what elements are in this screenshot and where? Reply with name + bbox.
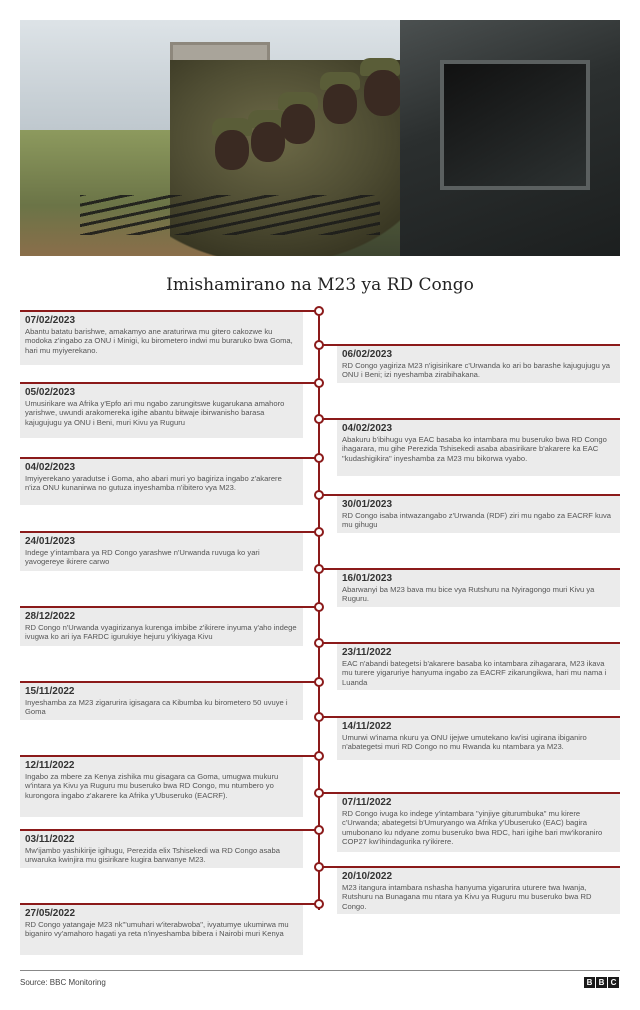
timeline-dot [314,340,324,350]
page-title: Imishamirano na M23 ya RD Congo [166,275,474,295]
event-description: Umusirikare wa Afrika y'Epfo ari mu ngabo zarungitswe kugarukana amahoro yarishwe, uwundi arakomereka igihe abantu bitwaje ibirwanisho barasa kajugujugu ya ONU i Beni, muri Kivu ya Ruguru [25,399,285,427]
event-date: 15/11/2022 [25,686,75,697]
event-description: RD Congo yatangaje M23 nk'"umuhari w'iterabwoba", ivyatumye ukumirwa mu biganiro vy'amahoro hagati ya reta n'inyeshamba bibera i Nairobi muri Kenya [25,920,289,939]
timeline-dot [314,378,324,388]
timeline-dot [314,527,324,537]
timeline-dot [314,564,324,574]
timeline-dot [314,788,324,798]
event-description: RD Congo yagiriza M23 n'igisirikare c'Urwanda ko ari bo barashe kajugujugu ya ONU i Beni; izi nyeshamba zirabihakana. [342,361,610,380]
timeline-event [337,716,620,760]
timeline-event [20,903,303,955]
event-date: 04/02/2023 [25,462,76,473]
hero-photo [20,20,620,256]
event-description: RD Congo n'Urwanda vyagirizanya kurenga imbibe z'ikirere inyuma y'aho indege ivugwa ko ari iya FARDC igurukiye hejuru y'ikiyaga Kivu [25,623,297,642]
timeline-event [20,755,303,817]
timeline-event [337,866,620,914]
event-description: RD Congo ivuga ko indege y'intambara "yinjiye giturumbuka" mu kirere c'Urwanda; abategetsi b'Umuryango wa Afrika y'Ubuseruko (EAC) bagira umubonano ku ndyane zomu buseruko bwa RDC, hari igihe bari mw'ikoraniro COP27 kw'ihindagurika ry'ikirere. [342,809,603,847]
timeline-event [20,606,303,646]
event-date: 20/10/2022 [342,871,393,882]
event-date: 06/02/2023 [342,349,393,360]
event-description: Imyiyerekano yaradutse i Goma, aho abari muri yo bagiriza ingabo z'akarere n'iza ONU kunanirwa no gutuza inyeshamba n'ibitero vya M23. [25,474,282,493]
event-date: 04/02/2023 [342,423,393,434]
event-date: 07/11/2022 [342,797,392,808]
footer-divider [20,970,620,971]
event-date: 30/01/2023 [342,499,393,510]
event-date: 23/11/2022 [342,647,392,658]
timeline-dot [314,414,324,424]
timeline-event [337,418,620,476]
source-credit: Source: BBC Monitoring [20,978,106,987]
event-date: 12/11/2022 [25,760,75,771]
timeline-event [337,792,620,852]
timeline-event [20,457,303,505]
timeline-event [20,681,303,720]
timeline-dot [314,751,324,761]
event-date: 27/05/2022 [25,908,76,919]
event-description: Mw'ijambo yashikirije igihugu, Perezida elix Tshisekedi wa RD Congo asaba urwaruka kwinjira mu gisirikare kugira barwanye M23. [25,846,280,865]
timeline-dot [314,862,324,872]
timeline-dot [314,712,324,722]
bbc-logo: B B C [584,977,619,988]
timeline-event [337,568,620,607]
event-date: 05/02/2023 [25,387,76,398]
event-date: 16/01/2023 [342,573,393,584]
event-description: Abakuru b'ibihugu vya EAC basaba ko intambara mu buseruko bwa RD Congo ihagarara, mu gihe Perezida Tshisekedi asaba abasirikare b'akarere ka EAC "kudashigikira" inyeshamba za M23 mu bikorwa vyabo. [342,435,607,463]
timeline-dot [314,825,324,835]
timeline-dot [314,899,324,909]
timeline-event [337,642,620,690]
timeline-event [20,382,303,438]
event-date: 07/02/2023 [25,315,76,326]
event-description: M23 itangura intambara nshasha hanyuma yigarurira uturere twa Iwanja, Rutshuru na Bunagana mu ntara ya Kivu ya Ruguru mu buseruko bwa RD Congo. [342,883,592,911]
timeline-event [337,344,620,383]
timeline-event [337,494,620,533]
timeline-event [20,829,303,868]
event-description: RD Congo isaba intwazangabo z'Urwanda (RDF) ziri mu ngabo za EACRF kuva mu gihugu [342,511,612,530]
event-description: EAC n'abandi bategetsi b'akarere basaba ko intambara zihagarara, M23 ikava mu turere yigaruriye hanyuma ingabo za EACRF zikarungikwa, hari mu nama i Luanda [342,659,607,687]
event-description: Ingabo za mbere za Kenya zishika mu gisagara ca Goma, umugwa mukuru w'intara ya Kivu ya Ruguru mu buseruko bwa RD Congo, mu ntumbero yo kurongora ingabo z'akarere ka Afrika y'Ubuseruko (EACRF). [25,772,279,800]
event-description: Inyeshamba za M23 zigarurira igisagara ca Kibumba ku birometero 50 uvuye i Goma [25,698,288,717]
timeline-dot [314,638,324,648]
event-description: Abantu batatu barishwe, amakamyo ane araturirwa mu gitero cakozwe ku modoka z'ingabo za ONU i Minigi, ku birometero indwi mu buraruko bwa Goma, hari mu myiyerekano. [25,327,293,355]
event-description: Umurwi w'inama nkuru ya ONU ijejwe umutekano kw'isi ugirana ibiganiro n'abategetsi muri RD Congo no mu Rwanda ku ntambara ya M23. [342,733,587,752]
timeline-event [20,531,303,571]
event-description: Indege y'intambara ya RD Congo yarashwe n'Urwanda ruvuga ko yari yavogereye ikirere carwo [25,548,260,567]
event-date: 14/11/2022 [342,721,392,732]
event-description: Abarwanyi ba M23 bava mu bice vya Rutshuru na Nyiragongo muri Kivu ya Ruguru. [342,585,595,604]
timeline-dot [314,306,324,316]
timeline-dot [314,453,324,463]
event-date: 03/11/2022 [25,834,75,845]
event-date: 28/12/2022 [25,611,76,622]
event-date: 24/01/2023 [25,536,76,547]
timeline-dot [314,677,324,687]
timeline-dot [314,602,324,612]
timeline-event [20,310,303,365]
timeline-dot [314,490,324,500]
